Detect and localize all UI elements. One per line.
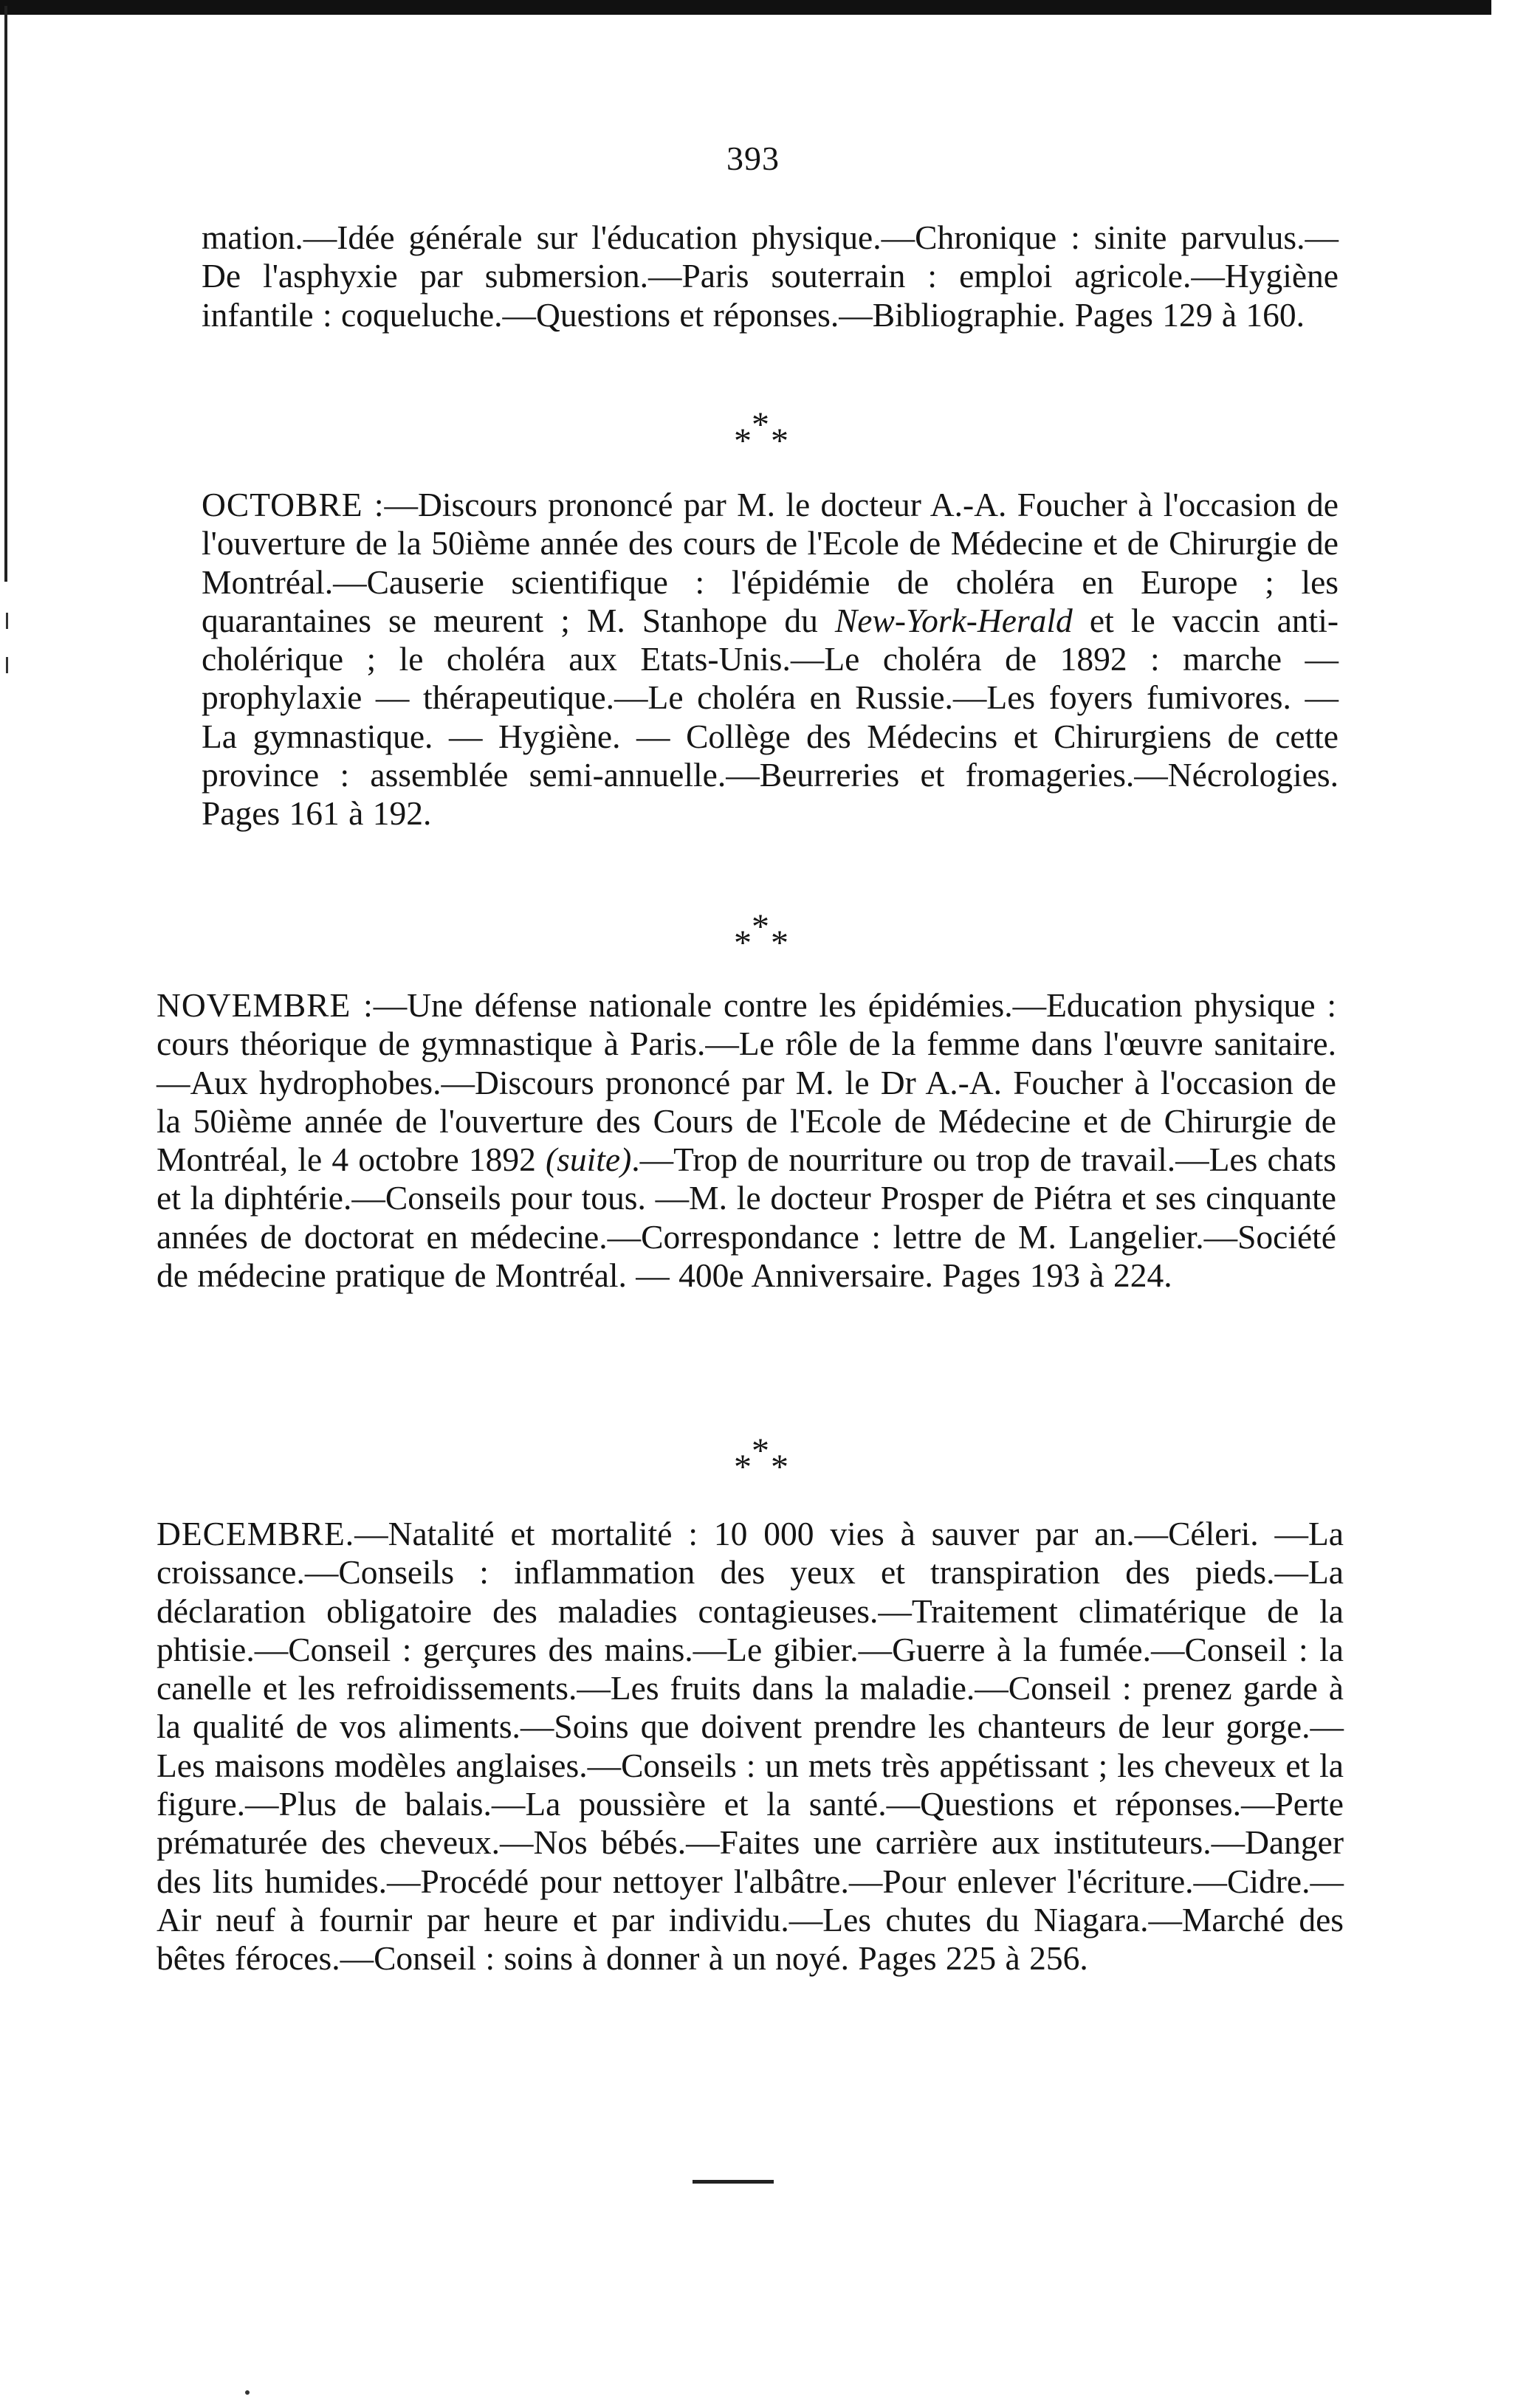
asterisk: *: [771, 422, 788, 461]
asterisk: *: [771, 923, 788, 963]
stray-ink-mark: [245, 2390, 250, 2395]
italic-title: New-York-Herald: [834, 601, 1073, 639]
asterisk: *: [752, 405, 769, 444]
closing-rule: [693, 2180, 774, 2184]
month-heading: OCTOBRE :: [202, 486, 385, 523]
paragraph-text: et le vaccin anti-cholérique ; le choléra aux Etats-Unis.—Le choléra de 1892 : marche — prophylaxie — thérapeutique.—Le choléra en Russie.—Les foyers fumivores. — La gymnastique. — Hygiène. — Collège des Médecins et Chirurgiens de cette province : assemblée semi-annuelle.—Beurreries et fromageries.—Nécrologies. Pages 161 à 192.: [202, 601, 1339, 833]
top-border-rule: [0, 0, 1491, 15]
page-number: 393: [726, 140, 780, 177]
asterisk: *: [734, 923, 752, 963]
section-separator-asterism: [707, 1431, 825, 1507]
section-separator-asterism: [707, 407, 825, 481]
margin-mark: [6, 657, 8, 673]
section-separator-asterism: [707, 909, 825, 983]
italic-title: (suite): [545, 1141, 632, 1179]
paragraph-text: mation.—Idée générale sur l'éducation physique.—Chronique : sinite parvulus.—De l'asphyxie par submersion.—Paris souterrain : emploi agricole.—Hygiène infantile : coqueluche.—Questions et réponses.—Bibliographie. Pages 129 à 160.: [202, 219, 1339, 334]
month-heading: DECEMBRE.: [157, 1515, 355, 1552]
asterisk: *: [771, 1448, 788, 1487]
paragraph-text: —Discours prononcé par M. le docteur A.-A. Foucher à l'occasion de l'ouverture de la 50ième année des cours de l'Ecole de Médecine et de Chirurgie de Montréal.—Causerie scientifique : l'épidémie de choléra en Europe ; les quarantaines se meurent ; M. Stanhope du: [202, 486, 1339, 639]
left-border-rule: [4, 6, 7, 582]
margin-mark: [6, 613, 8, 629]
paragraph-decembre: [157, 1515, 1344, 1978]
paragraph-text: .—Trop de nourriture ou trop de travail.—Les chats et la diphtérie.—Conseils pour tous. —M. le docteur Prosper de Piétra et ses cinquante années de doctorat en médecine.—Correspondance : lettre de M. Langelier.—Société de médecine pratique de Montréal. — 400e Anniversaire. Pages 193 à 224.: [157, 1141, 1336, 1295]
asterisk: *: [752, 907, 769, 946]
paragraph-octobre: [202, 486, 1339, 833]
paragraph-text: —Natalité et mortalité : 10 000 vies à sauver par an.—Céleri. —La croissance.—Conseils : inflammation des yeux et transpiration des pieds.—La déclaration obligatoire des maladies contagieuses.—Traitement climatérique de la phtisie.—Conseil : gerçures des mains.—Le gibier.—Guerre à la fumée.—Conseil : la canelle et les refroidissements.—Les fruits dans la maladie.—Conseil : prenez garde à la qualité de vos aliments.—Soins que doivent prendre les chanteurs de leur gorge.—Les maisons modèles anglaises.—Conseils : un mets très appétissant ; les cheveux et la figure.—Plus de balais.—La poussière et la santé.—Questions et réponses.—Perte prématurée des cheveux.—Nos bébés.—Faites une carrière aux instituteurs.—Danger des lits humides.—Procédé pour nettoyer l'albâtre.—Pour enlever l'écriture.—Cidre.—Air neuf à fournir par heure et par individu.—Les chutes du Niagara.—Marché des bêtes féroces.—Conseil : soins à donner à un noyé. Pages 225 à 256.: [157, 1515, 1344, 1978]
paragraph-text: —Une défense nationale contre les épidémies.—Education physique : cours théorique de gymnastique à Paris.—Le rôle de la femme dans l'œuvre sanitaire.—Aux hydrophobes.—Discours prononcé par M. le Dr A.-A. Foucher à l'occasion de la 50ième année de l'ouverture des Cours de l'Ecole de Médecine et de Chirurgie de Montréal, le 4 octobre 1892: [157, 986, 1336, 1179]
asterisk: *: [734, 422, 752, 461]
asterisk: *: [752, 1431, 769, 1470]
month-heading: NOVEMBRE :: [157, 986, 374, 1024]
asterisk: *: [734, 1448, 752, 1487]
paragraph-novembre: [157, 986, 1336, 1295]
paragraph-september-continued: [202, 219, 1339, 334]
